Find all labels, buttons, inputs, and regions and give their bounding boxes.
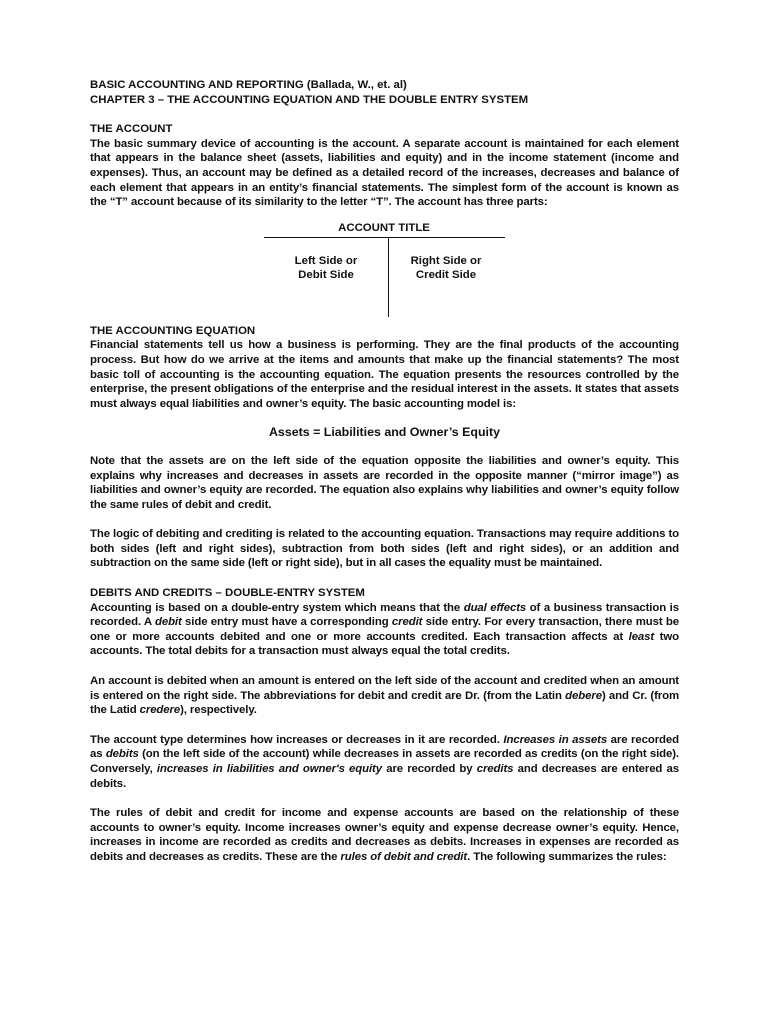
double-entry-paragraph: Accounting is based on a double-entry system which means that the dual effects of a business transaction is recorded. A debit side entry must have a corresponding credit side entry. For every transaction, there must be one or more accounts debited and one or more accounts credited. Each transaction affects at least two accounts. The total debits for a transaction must always equal the total credits. bbox=[90, 601, 679, 658]
t-account-left-side: Left Side or Debit Side bbox=[294, 254, 358, 282]
accounting-equation: Assets = Liabilities and Owner’s Equity bbox=[268, 425, 501, 440]
section-heading-account: THE ACCOUNT bbox=[90, 123, 173, 136]
t-account-horizontal-line bbox=[264, 237, 505, 238]
logic-paragraph: The logic of debiting and crediting is related to the accounting equation. Transactions may require additions to both sides (left and right sides), subtraction from both sides (left and right sides), or an addition and subtraction on the same side (left or right side), but in all cases the equality must be maintained. bbox=[90, 528, 679, 570]
document-body bbox=[90, 78, 679, 865]
t-account-vertical-line bbox=[388, 237, 389, 317]
equation-paragraph: Financial statements tell us how a business is performing. They are the final products of the accounting process. But how do we arrive at the items and amounts that make up the financial statements? The most basic toll of accounting is the accounting equation. The equation presents the resources controlled by the enterprise, the present obligations of the enterprise and the residual interest in the assets. It states that assets must always equal liabilities and owner’s equity. The basic accounting model is: bbox=[90, 339, 679, 410]
section-heading-debits-credits: DEBITS AND CREDITS – DOUBLE-ENTRY SYSTEM bbox=[90, 587, 365, 600]
rules-paragraph: The rules of debit and credit for income and expense accounts are based on the relationship of these accounts to owner’s equity. Income increases owner’s equity and expense decrease owner’s equity. Hence, increases in income are recorded as credits and decreases as debits. Increases in expenses are recorded as debits and decreases as credits. These are the rules of debit and credit. The following summarizes the rules: bbox=[90, 807, 679, 863]
account-paragraph: The basic summary device of accounting is the account. A separate account is maintained for each element that appears in the balance sheet (assets, liabilities and equity) and in the income statement (income and expenses). Thus, an account may be defined as a detailed record of the increases, decreases and balance of each element that appears in an entity’s financial statements. The simplest form of the account is known as the “T” account because of its similarity to the letter “T”. The account has three parts: bbox=[90, 137, 679, 209]
chapter-title: CHAPTER 3 – THE ACCOUNTING EQUATION AND THE DOUBLE ENTRY SYSTEM bbox=[90, 93, 529, 106]
equation-note-paragraph: Note that the assets are on the left side of the equation opposite the liabilities and owner’s equity. This explains why increases and decreases in assets are recorded in the opposite manner (“mirror image”) as liabilities and owner’s equity are recorded. The equation also explains why liabilities and owner’s equity follow the same rules of debit and credit. bbox=[90, 454, 679, 511]
t-account-diagram bbox=[90, 221, 679, 309]
account-type-paragraph: The account type determines how increases or decreases in it are recorded. Increases in assets are recorded as debits (on the left side of the account) while decreases in assets are recorded as credits (on the right side). Conversely, increases in liabilities and owner's equity are recorded by credits and decreases are entered as debits. bbox=[90, 733, 679, 790]
section-heading-equation: THE ACCOUNTING EQUATION bbox=[90, 324, 256, 337]
debit-credit-definition-paragraph: An account is debited when an amount is entered on the left side of the account and credited when an amount is entered on the right side. The abbreviations for debit and credit are Dr. (from the Latin debere) and Cr. (from the Latid credere), respectively. bbox=[90, 675, 679, 717]
t-account-right-side: Right Side or Credit Side bbox=[410, 254, 482, 282]
book-title: BASIC ACCOUNTING AND REPORTING (Ballada, W., et. al) bbox=[90, 79, 407, 91]
t-account-title: ACCOUNT TITLE bbox=[338, 221, 430, 234]
